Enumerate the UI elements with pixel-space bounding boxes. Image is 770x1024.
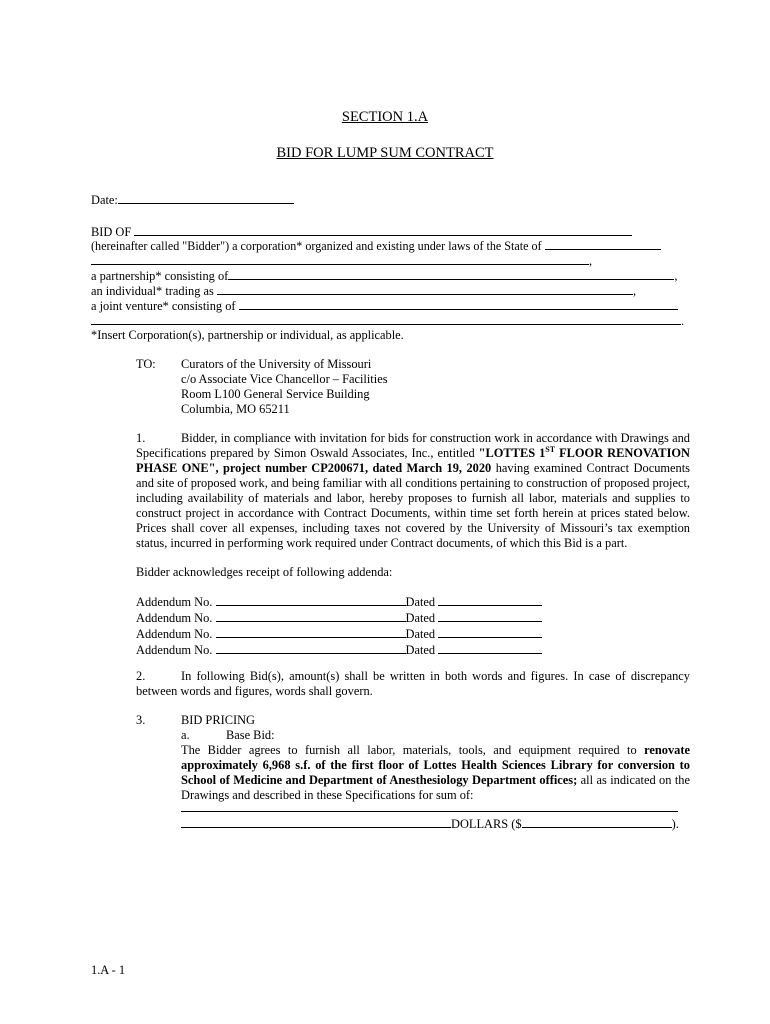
addendum-number-field[interactable] [216,594,406,606]
amount-words-field[interactable] [181,799,678,812]
addendum-row: Addendum No. Dated [136,642,542,658]
to-address [181,357,388,417]
document-title: BID FOR LUMP SUM CONTRACT [276,145,494,161]
bid-of-label: BID OF [91,225,132,239]
addendum-row: Addendum No. Dated [136,626,542,642]
addendum-date-field[interactable] [438,594,542,606]
section-title: SECTION 1.A [341,109,429,125]
footnote: *Insert Corporation(s), partnership or individual, as applicable. [91,328,404,342]
addendum-date-field[interactable] [438,610,542,622]
state-continuation-row: , [91,253,592,269]
addendum-number-field[interactable] [216,626,406,638]
address-line-2: c/o Associate Vice Chancellor – Facilities [181,372,388,386]
address-line-4: Columbia, MO 65211 [181,402,290,416]
paragraph-1: 1. Bidder, in compliance with invitation for bids for construction work in accordance with Drawings and Specifications prepared by Simon Oswald Associates, Inc., entitled "LOTTES 1ST FLOOR RENOVATION PHASE ONE", project number CP200671, dated March 19, 2020 having examined Contract Documents and site of proposed work, and being familiar with all conditions pertaining to construction of proposed project, including availability of materials and labor, hereby proposes to furnish all labor, materials and supplies to construct project in accordance with Contract Documents, within time set forth herein at prices stated below. Prices shall cover all expenses, including taxes not covered by the University of Missouri’s tax exemption status, incurred in performing work required under Contract documents, of which this Bid is a part. [136,431,691,550]
page-number: 1.A - 1 [91,963,126,977]
paragraph-3-number: 3. [136,713,146,727]
individual-label: an individual* trading as [91,284,214,298]
base-bid-letter: a. [181,728,190,742]
paragraph-1-number: 1. [136,431,146,445]
joint-venture-label: a joint venture* consisting of [91,299,236,313]
addendum-number-field[interactable] [216,610,406,622]
partnership-row: a partnership* consisting of , [91,269,678,283]
to-label: TO: [136,357,156,371]
partnership-field[interactable] [228,268,674,280]
joint-venture-continuation-field[interactable] [91,313,681,325]
amount-figures-field[interactable] [522,816,672,828]
address-line-1: Curators of the University of Missouri [181,357,372,371]
base-bid-label: Base Bid: [226,728,275,742]
paragraph-2: 2. In following Bid(s), amount(s) shall be written in both words and figures. In case of discrepancy between words and figures, words shall govern. [136,669,690,698]
addendum-date-field[interactable] [438,642,542,654]
addenda-list [136,594,542,658]
addendum-row: Addendum No. Dated [136,594,542,610]
joint-venture-continuation-row: . [91,313,684,329]
dollars-row: DOLLARS ($ ). [181,816,679,832]
addendum-number-field[interactable] [216,642,406,654]
addenda-intro: Bidder acknowledges receipt of following addenda: [136,565,393,579]
base-bid-description: The Bidder agrees to furnish all labor, materials, tools, and equipment required to renovate approximately 6,968 s.f. of the first floor of Lottes Health Sciences Library for conversion to School of Medicine and Department of Anesthesiology Department offices; all as indicated on the Drawings and described in these Specifications for sum of: [181,743,690,802]
addendum-date-field[interactable] [438,626,542,638]
joint-venture-field[interactable] [239,298,678,310]
hereinafter-text: (hereinafter called "Bidder") a corporation* organized and existing under laws of the State of [91,239,542,253]
partnership-label: a partnership* consisting of [91,269,229,283]
date-row [91,192,294,208]
bid-pricing-heading: BID PRICING [181,713,256,727]
paragraph-2-number: 2. [136,669,146,683]
hereinafter-row [91,238,661,254]
individual-field[interactable] [217,283,633,295]
addendum-row: Addendum No. Dated [136,610,542,626]
state-field[interactable] [545,238,661,250]
date-label: Date: [91,193,118,207]
bid-of-field[interactable] [134,224,632,236]
date-field[interactable] [118,192,294,204]
joint-venture-row [91,298,678,314]
amount-words-field-2[interactable] [181,816,451,828]
individual-row: an individual* trading as , [91,284,637,298]
state-continuation-field[interactable] [91,253,589,265]
dollars-label: DOLLARS ($ [451,817,522,831]
address-line-3: Room L100 General Service Building [181,387,370,401]
